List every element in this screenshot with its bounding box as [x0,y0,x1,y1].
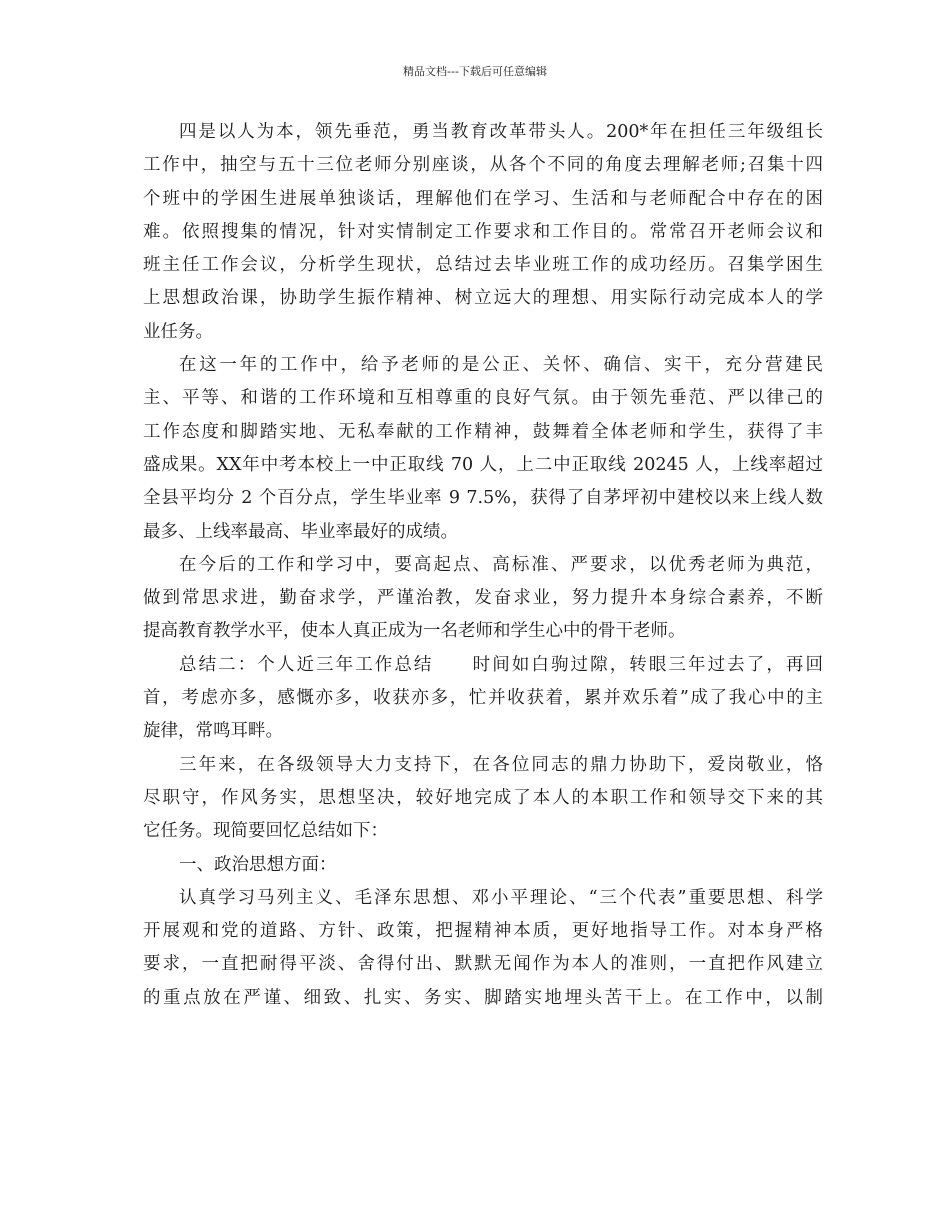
text-line: 要求，一直把耐得平淡、舍得付出、默默无闻作为本人的准则，一直把作风建立 [143,954,823,975]
document-body [143,116,823,1015]
text-line: 上思想政治课，协助学生振作精神、树立远大的理想、用实际行动完成本人的学 [143,288,823,309]
text-line: 三年来，在各级领导大力支持下，在各位同志的鼎力协助下，爱岗敬业，恪 [179,754,823,775]
text-line: 难。依照搜集的情况，针对实情制定工作要求和工作目的。常常召开老师会议和 [143,221,823,242]
text-line: 开展观和党的道路、方针、政策，把握精神本质，更好地指导工作。对本身严格 [143,921,823,942]
text-line: 在这一年的工作中，给予老师的是公正、关怀、确信、实干，充分营建民 [179,355,823,376]
text-line: 个班中的学困生进展单独谈话，理解他们在学习、生活和与老师配合中存在的困 [143,188,823,209]
text-line: 业任务。 [143,321,213,342]
text-line: 一、政治思想方面： [179,854,337,875]
text-line: 工作中，抽空与五十三位老师分别座谈，从各个不同的角度去理解老师;召集十四 [143,155,823,176]
text-line: 全县平均分 2 个百分点，学生毕业率 9 7.5%，获得了自茅坪初中建校以来上线人数 [143,488,823,509]
text-line: 认真学习马列主义、毛泽东思想、邓小平理论、“三个代表”重要思想、科学 [179,887,823,908]
text-line: 四是以人为本，领先垂范，勇当教育改革带头人。200*年在担任三年级组长 [179,122,823,142]
text-line: 的重点放在严谨、细致、扎实、务实、脚踏实地埋头苦干上。在工作中，以制 [143,987,823,1008]
text-line: 盛成果。XX年中考本校上一中正取线 70 人，上二中正取线 20245 人，上线率超过 [143,454,823,475]
text-line: 做到常思求进，勤奋求学，严谨治教，发奋求业，努力提升本身综合素养，不断 [143,588,823,609]
text-line: 在今后的工作和学习中，要高起点、高标准、严要求，以优秀老师为典范， [179,554,823,575]
text-line: 它任务。现简要回忆总结如下： [143,821,388,842]
text-line: 总结二：个人近三年工作总结 时间如白驹过隙，转眼三年过去了，再回 [179,654,823,675]
text-line: 提高教育教学水平，使本人真正成为一名老师和学生心中的骨干老师。 [143,621,686,642]
text-line: 工作态度和脚踏实地、无私奉献的工作精神，鼓舞着全体老师和学生，获得了丰 [143,421,823,442]
text-line: 尽职守，作风务实，思想坚决，较好地完成了本人的本职工作和领导交下来的其 [143,787,823,808]
text-line: 旋律，常鸣耳畔。 [143,721,283,742]
page-header: 精品文档---下载后可任意编辑 [403,65,547,78]
text-line: 班主任工作会议，分析学生现状，总结过去毕业班工作的成功经历。召集学困生 [143,255,823,276]
text-line: 最多、上线率最高、毕业率最好的成绩。 [143,521,458,542]
text-line: 主、平等、和谐的工作环境和互相尊重的良好气氛。由于领先垂范、严以律己的 [143,388,823,409]
text-line: 首，考虑亦多，感慨亦多，收获亦多，忙并收获着，累并欢乐着”成了我心中的主 [143,688,823,709]
